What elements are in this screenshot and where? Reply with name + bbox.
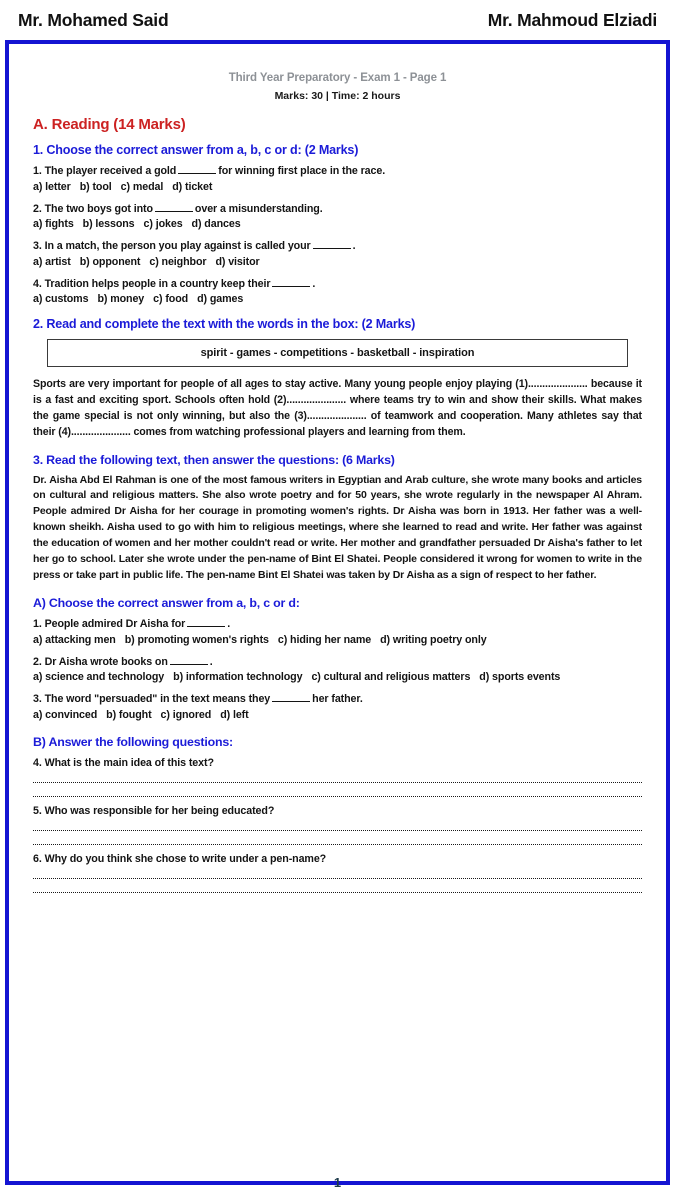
mcq-stem bbox=[33, 202, 644, 217]
mcq-item bbox=[33, 164, 644, 195]
mcq-option-d[interactable]: d) visitor bbox=[215, 255, 260, 268]
mcq-option-a[interactable]: a) customs bbox=[33, 293, 89, 306]
mcq-item bbox=[33, 617, 644, 648]
mcq-item bbox=[33, 239, 644, 270]
gap-fill-paragraph: Sports are very important for people of all ages to stay active. Many young people enjoy playing (1)..................... because it is a fast and exciting sport. Schools often hold (2)..................... where teams try to win and show their skills. What makes the game special is not only winning, but also the (3)..................... of teamwork and cooperation. Many athletes say that their (4)..................... comes from watching professional players and learning from them. bbox=[33, 378, 642, 439]
teacher-header bbox=[0, 0, 675, 40]
mcq-option-a[interactable]: a) attacking men bbox=[33, 633, 116, 646]
mcq-stem-after: over a misunderstanding. bbox=[194, 202, 323, 215]
mcq-option-d[interactable]: d) dances bbox=[191, 218, 241, 231]
mcq-option-b[interactable]: b) opponent bbox=[79, 255, 141, 268]
mcq-stem-before: 3. The word "persuaded" in the text means they bbox=[33, 693, 271, 706]
mcq-option-c[interactable]: c) cultural and religious matters bbox=[311, 671, 471, 684]
mcq-option-d[interactable]: d) writing poetry only bbox=[380, 633, 487, 646]
open-question: 5. Who was responsible for her being educated? bbox=[33, 804, 275, 817]
word-bank-text: spirit - games - competitions - basketball - inspiration bbox=[200, 347, 475, 360]
mcq-stem-before: 1. People admired Dr Aisha for bbox=[33, 618, 186, 631]
question-2-heading: 2. Read and complete the text with the words in the box: (2 Marks) bbox=[33, 317, 416, 332]
mcq-stem-before: 3. In a match, the person you play against is called your bbox=[33, 240, 311, 253]
mcq-option-b[interactable]: b) money bbox=[97, 293, 145, 306]
mcq-stem-after: . bbox=[312, 277, 316, 290]
mcq-option-b[interactable]: b) fought bbox=[106, 709, 152, 721]
mcq-option-b[interactable]: b) lessons bbox=[82, 218, 135, 231]
mcq-options bbox=[33, 292, 644, 307]
mcq-option-a[interactable]: a) artist bbox=[33, 255, 71, 268]
mcq-option-c[interactable]: c) medal bbox=[120, 180, 164, 193]
mcq-stem-before: 1. The player received a gold bbox=[33, 165, 177, 177]
mcq-option-d[interactable]: d) sports events bbox=[479, 671, 561, 684]
answer-line[interactable] bbox=[33, 891, 642, 893]
mcq-options bbox=[33, 670, 644, 685]
mcq-item bbox=[33, 692, 644, 723]
mcq-stem-after: . bbox=[209, 655, 213, 668]
mcq-item bbox=[33, 655, 644, 686]
mcq-item bbox=[33, 202, 644, 233]
answer-line[interactable] bbox=[33, 877, 642, 879]
mcq-stem-after: her father. bbox=[312, 693, 363, 706]
part-b-heading: B) Answer the following questions: bbox=[33, 734, 233, 749]
answer-line[interactable] bbox=[33, 781, 642, 783]
mcq-stem-after: . bbox=[352, 240, 356, 253]
document-marks-time: Marks: 30 | Time: 2 hours bbox=[274, 90, 401, 102]
mcq-stem bbox=[33, 277, 644, 292]
mcq-stem bbox=[33, 655, 644, 670]
mcq-option-a[interactable]: a) science and technology bbox=[33, 671, 165, 684]
mcq-stem bbox=[33, 239, 644, 254]
mcq-option-a[interactable]: a) convinced bbox=[33, 709, 98, 721]
reading-passage: Dr. Aisha Abd El Rahman is one of the most famous writers in Egyptian and Arab culture, she wrote many books and articles on cultural and religious matters. She also wrote poetry and for 50 years, she wrote regularly in the newspaper Al Ahram. People admired Dr Aisha for her courage in promoting women's rights. Dr Aisha was born in 1913. Her father was a well-known sheikh. Aisha used to go with him to religious meetings, where she learned to read and write. Her father was against the education of women and her mother couldn't read or write. Her mother and grandfather persuaded Dr Aisha's father to let her go to school. Later she wrote under the pen-name of Bint El Shatei. People considered it wrong for women to write in the press or take part in public life. The pen-name Bint El Shatei was taken by Dr Aisha as a sign of respect to her father. bbox=[33, 473, 642, 582]
mcq-option-b[interactable]: b) promoting women's rights bbox=[124, 633, 269, 646]
answer-blank[interactable] bbox=[187, 617, 225, 627]
word-bank-box bbox=[47, 339, 628, 367]
mcq-stem-before: 4. Tradition helps people in a country keep their bbox=[33, 277, 271, 290]
mcq-stem-after: for winning first place in the race. bbox=[218, 165, 386, 177]
mcq-option-c[interactable]: c) neighbor bbox=[149, 255, 207, 268]
question-1-heading: 1. Choose the correct answer from a, b, c or d: (2 Marks) bbox=[33, 143, 359, 157]
open-question: 4. What is the main idea of this text? bbox=[33, 756, 214, 769]
mcq-stem-before: 2. The two boys got into bbox=[33, 202, 153, 215]
mcq-option-c[interactable]: c) jokes bbox=[143, 218, 183, 231]
mcq-stem bbox=[33, 692, 644, 707]
answer-line[interactable] bbox=[33, 843, 642, 845]
open-question: 6. Why do you think she chose to write under a pen-name? bbox=[33, 852, 327, 865]
mcq-option-c[interactable]: c) hiding her name bbox=[277, 633, 372, 646]
answer-line[interactable] bbox=[33, 829, 642, 831]
part-a-heading: A) Choose the correct answer from a, b, c or d: bbox=[33, 596, 300, 611]
answer-line[interactable] bbox=[33, 795, 642, 797]
mcq-options bbox=[33, 708, 644, 723]
answer-blank[interactable] bbox=[272, 277, 310, 287]
page-number: 1 bbox=[333, 1175, 342, 1190]
mcq-option-d[interactable]: d) left bbox=[220, 709, 249, 721]
mcq-option-a[interactable]: a) fights bbox=[33, 218, 74, 231]
answer-blank[interactable] bbox=[272, 692, 310, 702]
mcq-option-c[interactable]: c) food bbox=[153, 293, 189, 306]
mcq-option-d[interactable]: d) ticket bbox=[172, 180, 213, 193]
mcq-option-b[interactable]: b) tool bbox=[79, 180, 112, 193]
answer-blank[interactable] bbox=[170, 655, 208, 665]
mcq-stem-after: . bbox=[227, 618, 231, 631]
document-subtitle: Third Year Preparatory - Exam 1 - Page 1 bbox=[228, 72, 447, 84]
mcq-option-d[interactable]: d) games bbox=[197, 293, 244, 306]
mcq-item bbox=[33, 277, 644, 308]
exam-page-frame bbox=[5, 40, 670, 1185]
mcq-option-a[interactable]: a) letter bbox=[33, 180, 71, 193]
teacher-name-right: Mr. Mahmoud Elziadi bbox=[487, 9, 657, 30]
mcq-stem-before: 2. Dr Aisha wrote books on bbox=[33, 655, 168, 668]
mcq-stem bbox=[33, 164, 644, 179]
mcq-options bbox=[33, 180, 644, 195]
teacher-name-left: Mr. Mohamed Said bbox=[18, 9, 169, 30]
mcq-option-b[interactable]: b) information technology bbox=[173, 671, 303, 684]
answer-blank[interactable] bbox=[155, 202, 193, 212]
mcq-option-c[interactable]: c) ignored bbox=[160, 709, 212, 721]
mcq-stem bbox=[33, 617, 644, 632]
answer-blank[interactable] bbox=[178, 164, 216, 174]
section-title-reading: A. Reading (14 Marks) bbox=[33, 116, 186, 133]
mcq-options bbox=[33, 217, 644, 232]
question-3-heading: 3. Read the following text, then answer the questions: (6 Marks) bbox=[33, 452, 395, 467]
mcq-options bbox=[33, 255, 644, 270]
mcq-options bbox=[33, 633, 644, 648]
answer-blank[interactable] bbox=[313, 239, 351, 249]
